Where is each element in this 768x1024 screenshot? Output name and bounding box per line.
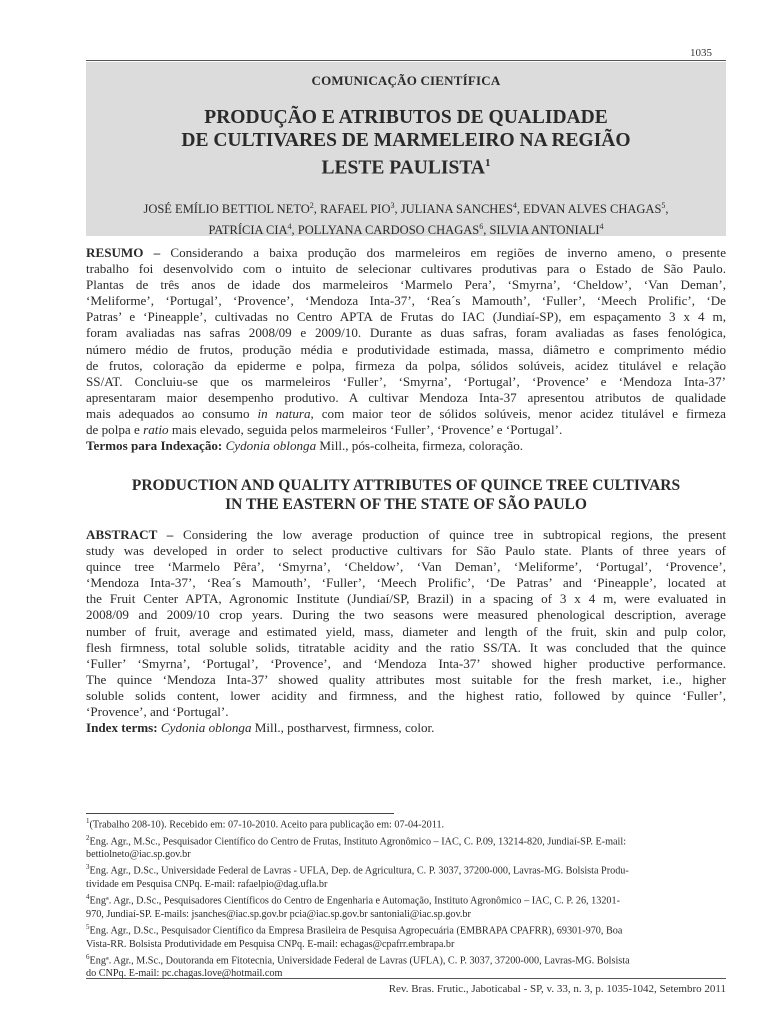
abstract-label: ABSTRACT – bbox=[86, 527, 174, 542]
footnote-line: $^3$Eng. Agr., D.Sc., Universidade Federal de Lavras - UFLA, Dep. de Agricultura, C. P. 3037, 37200-000, Lavras-MG. Bolsista Produ- bbox=[86, 863, 629, 877]
footnote bbox=[86, 815, 726, 832]
english-title-line: IN THE EASTERN OF THE STATE OF SÃO PAULO bbox=[225, 496, 587, 513]
resumo-line: Patras’ e ‘Pineapple’, cultivadas no Centro APTA de Frutas do IAC (Jundiaí-SP), em espaçamento 3 x 4 m, bbox=[86, 309, 726, 325]
resumo-line: de polpa e ratio mais elevado, seguida pelos marmeleiros ‘Fuller’, ‘Provence’ e ‘Portugal’. bbox=[86, 422, 563, 438]
journal-reference: Rev. Bras. Frutic., Jaboticabal - SP, v. 33, n. 3, p. 1035-1042, Setembro 2011 bbox=[388, 983, 726, 995]
page-number: 1035 bbox=[690, 47, 712, 59]
abstract-line: ‘Fuller’ ‘Smyrna’, ‘Portugal’, ‘Provence’, and ‘Mendoza Inta-37’ showed higher productive performance. bbox=[86, 655, 726, 671]
author-name: JOSÉ EMÍLIO BETTIOL NETO bbox=[143, 201, 310, 216]
resumo-line: ‘Meliforme’, ‘Portugal’, ‘Provence’, ‘Mendoza Inta-37’, ‘Rea´s Mamouth’, ‘Fuller’, ‘Meech Prolific’, ‘De bbox=[86, 293, 726, 309]
author-affiliation-marker: 4 bbox=[287, 221, 292, 231]
resumo-line: de frutos, coloração da epiderme e polpa, firmeza da polpa, sólidos solúveis, acidez titulável e relação bbox=[86, 357, 726, 373]
abstract-line: ABSTRACT – Considering the low average production of quince tree in subtropical regions, the present bbox=[86, 527, 727, 542]
abstract-line: 2008/09 and 2009/10 crop years. During the two seasons were measured phenological description, average bbox=[86, 607, 726, 623]
abstract-line: flesh firmness, total soluble solids, titratable acidity and the ratio SS/TA. It was concluded that the quince bbox=[86, 639, 726, 655]
abstract-line: number of fruit, average and estimated yield, mass, diameter and length of the fruit, skin and pulp color, bbox=[86, 623, 726, 639]
abstract-index-terms: Index terms: Cydonia oblonga Mill., postharvest, firmness, color. bbox=[86, 720, 435, 736]
article-header bbox=[86, 62, 726, 236]
abstract-line: soluble solids content, lower acidity and firmness, and the highest ratio, followed by quince ‘Fuller’, bbox=[86, 687, 726, 703]
author-affiliation-marker: 4 bbox=[512, 200, 517, 210]
resumo-line: apresentaram maior desempenho produtivo. A cultivar Mendoza Inta-37 apresentou atributos de qualidade bbox=[86, 389, 726, 405]
english-title bbox=[86, 476, 726, 514]
footnote-marker: 1 bbox=[86, 817, 90, 825]
abstract-line: ‘Mendoza Inta-37’, ‘Rea´s Mamouth’, ‘Fuller’, ‘Meech Prolific’, ‘De Patras’ and ‘Pineapple’, located at bbox=[86, 575, 726, 591]
authors-line: PATRÍCIA CIA$^4$, POLLYANA CARDOSO CHAGAS$^6$, SILVIA ANTONIALI$^4$ bbox=[208, 221, 604, 237]
resumo-line: SS/AT. Concluiu-se que os marmeleiros ‘Fuller’, ‘Smyrna’, ‘Portugal’, ‘Provence’ e ‘Mendoza Inta-37’ bbox=[86, 373, 726, 389]
title-line: LESTE PAULISTA$^1$ bbox=[321, 157, 491, 179]
footnote-line: $^1$(Trabalho 208-10). Recebido em: 07-10-2010. Aceito para publicação em: 07-04-2011. bbox=[86, 817, 445, 831]
author-list bbox=[86, 197, 726, 239]
footnote bbox=[86, 861, 726, 891]
footnote-marker: 3 bbox=[86, 863, 90, 872]
resumo-section bbox=[86, 245, 726, 454]
author-affiliation-marker: 2 bbox=[309, 200, 314, 210]
author-affiliation-marker: 5 bbox=[661, 200, 666, 210]
author-name: SILVIA ANTONIALI bbox=[489, 222, 600, 237]
footnote-marker: 5 bbox=[86, 922, 90, 931]
title-line: PRODUÇÃO E ATRIBUTOS DE QUALIDADE bbox=[204, 107, 608, 128]
resumo-line: número médio de frutos, produção média e produtividade estimada, massa, diâmetro e comprimento médio bbox=[86, 341, 726, 357]
abstract-section bbox=[86, 527, 726, 736]
footnote-marker: 2 bbox=[86, 833, 90, 842]
resumo-line: foram avaliadas nas safras 2008/09 e 2009/10. Durante as duas safras, foram avaliadas as fases fenológica, bbox=[86, 325, 726, 341]
abstract-line: quince tree ‘Marmelo Pêra’, ‘Smyrna’, ‘Cheldow’, ‘Van Deman’, ‘Meliforme’, ‘Portugal’, ‘Provence’, bbox=[86, 559, 726, 575]
footnote-rule bbox=[86, 813, 394, 814]
author-affiliation-marker: 4 bbox=[599, 221, 604, 231]
author-name: POLLYANA CARDOSO CHAGAS bbox=[297, 222, 480, 237]
footnote bbox=[86, 891, 726, 921]
title-footnote-marker: 1 bbox=[484, 157, 491, 169]
author-name: PATRÍCIA CIA bbox=[208, 222, 288, 237]
abstract-line: ‘Provence’, and ‘Portugal’. bbox=[86, 704, 229, 720]
resumo-line: RESUMO – Considerando a baixa produção dos marmeleiros em regiões de inverno ameno, o presente bbox=[86, 245, 727, 260]
footnotes bbox=[86, 815, 726, 981]
footnote-line: 970, Jundiaí-SP. E-mails: jsanches@iac.sp.gov.br pcia@iac.sp.gov.br santoniali@iac.sp.gov.br bbox=[86, 908, 471, 920]
bottom-rule bbox=[86, 978, 726, 979]
footnote-line: bettiolneto@iac.sp.gov.br bbox=[86, 849, 191, 861]
footnote-line: Vista-RR. Bolsista Produtividade em Pesquisa CNPq. E-mail: echagas@cpafrr.embrapa.br bbox=[86, 938, 455, 950]
footnote-marker: 4 bbox=[86, 893, 90, 902]
authors-line: JOSÉ EMÍLIO BETTIOL NETO$^2$, RAFAEL PIO$^3$, JULIANA SANCHES$^4$, EDVAN ALVES CHAGAS$^5$, bbox=[143, 200, 669, 216]
abstract-line: the Fruit Center APTA, Agronomic Institute (Jundiaí/SP, Brazil) in a spacing of 3 x 4 m, were evaluated in bbox=[86, 591, 726, 607]
top-rule bbox=[86, 60, 726, 61]
english-title-line: PRODUCTION AND QUALITY ATTRIBUTES OF QUINCE TREE CULTIVARS bbox=[131, 477, 681, 494]
footnote bbox=[86, 951, 726, 981]
section-label: COMUNICAÇÃO CIENTÍFICA bbox=[311, 73, 501, 88]
abstract-line: The quince ‘Mendoza Inta-37’ showed quality attributes most suitable for the fresh market, i.e., higher bbox=[86, 671, 726, 687]
footnote bbox=[86, 921, 726, 951]
resumo-line: Plantas de três anos de idade dos marmeleiros ‘Marmelo Pera’, ‘Smyrna’, ‘Cheldow’, ‘Van Deman’, bbox=[86, 277, 726, 293]
article-title bbox=[86, 106, 726, 180]
author-name: JULIANA SANCHES bbox=[400, 201, 513, 216]
footnote-line: $^4$Engª. Agr., D.Sc., Pesquisadores Científicos do Centro de Engenharia e Automação, Instituto Agronômico – IAC, C. P. 26, 13201- bbox=[86, 893, 621, 907]
author-affiliation-marker: 6 bbox=[479, 221, 484, 231]
footnote-marker: 6 bbox=[86, 952, 90, 961]
resumo-index-terms: Termos para Indexação: Cydonia oblonga Mill., pós-colheita, firmeza, coloração. bbox=[86, 438, 524, 454]
footnote bbox=[86, 832, 726, 862]
footnote-line: tividade em Pesquisa CNPq. E-mail: rafaelpio@dag.ufla.br bbox=[86, 878, 328, 890]
abstract-line: study was developed in order to select productive cultivars for São Paulo state. Plants of three years of bbox=[86, 543, 726, 559]
footnote-line: $^6$Engª. Agr., M.Sc., Doutoranda em Fitotecnia, Universidade Federal de Lavras (UFLA), C. P. 3037, 37200-000, Lavras-MG. Bolsista bbox=[86, 952, 630, 967]
title-line: DE CULTIVARES DE MARMELEIRO NA REGIÃO bbox=[181, 130, 631, 151]
resumo-label: RESUMO – bbox=[86, 245, 161, 260]
footnote-line: $^5$Eng. Agr., D.Sc., Pesquisador Científico da Empresa Brasileira de Pesquisa Agropecuária (EMBRAPA CPAFRR), 69301-970, Boa bbox=[86, 922, 623, 937]
footnote-line: $^2$Eng. Agr., M.Sc., Pesquisador Científico do Centro de Frutas, Instituto Agronômico – IAC, C. P.09, 13214-820, Jundiaí-SP. E-mail: bbox=[86, 833, 627, 847]
footnote-line: do CNPq. E-mail: pc.chagas.love@hotmail.com bbox=[86, 968, 283, 980]
resumo-line: trabalho foi desenvolvido com o intuito de selecionar cultivares produtivas para o Estado de São Paulo. bbox=[86, 261, 726, 277]
resumo-line: mais adequados ao consumo in natura, com maior teor de sólidos solúveis, menor acidez titulável e firmeza bbox=[86, 405, 726, 421]
author-name: RAFAEL PIO bbox=[320, 201, 391, 216]
author-affiliation-marker: 3 bbox=[390, 200, 395, 210]
author-name: EDVAN ALVES CHAGAS bbox=[523, 201, 662, 216]
